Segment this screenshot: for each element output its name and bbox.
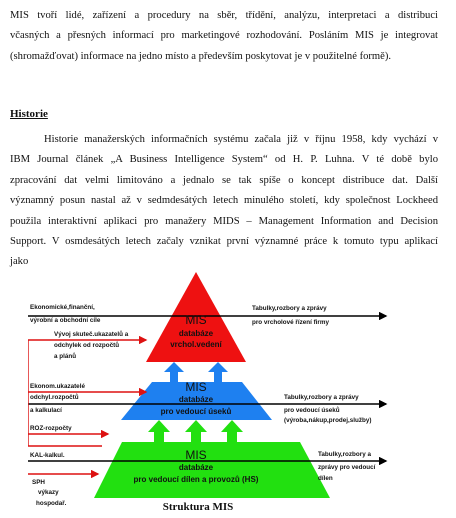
- right-label: dílen: [318, 475, 333, 482]
- section-heading: Historie: [10, 108, 48, 120]
- text-line: zpracování dat velmi limitováno a jednalo se tak spíše o koncept distribuce dat. Další: [10, 174, 438, 186]
- left-label: a kalkulací: [30, 407, 62, 414]
- left-label: ROZ-rozpočty: [30, 425, 72, 432]
- diagram-caption: Struktura MIS: [162, 501, 234, 513]
- bottom-level-line2: pro vedoucí dílen a provozů (HS): [133, 475, 259, 484]
- right-label: Tabulky,rozbory a: [318, 451, 371, 458]
- right-label: zprávy pro vedoucí: [318, 464, 376, 471]
- left-label: odchylek od rozpočtů: [54, 342, 120, 349]
- up-arrows-bottom: [148, 420, 243, 442]
- left-label: hospodař.: [36, 500, 67, 507]
- text-line: (shromažďovat) informace na jedno místo a především poskytovat je v použitelné formě).: [10, 50, 392, 62]
- right-label: pro vrcholové řízení firmy: [252, 319, 329, 326]
- left-label: SPH: [32, 479, 45, 486]
- left-label: Vývoj skuteč.ukazatelů a: [54, 331, 129, 338]
- left-label: odchyl.rozpočtů: [30, 394, 79, 401]
- left-label: Ekonom.ukazatelé: [30, 383, 85, 390]
- right-label: (výroba,nákup,prodej,služby): [284, 417, 372, 424]
- mis-structure-diagram: [28, 264, 400, 516]
- right-label: Tabulky,rozbory a zprávy: [252, 305, 327, 312]
- intro-paragraph: [10, 6, 438, 67]
- text-line: IBM Journal článek „A Business Intelligence System“ od H. P. Luhna. V té době bylo: [10, 154, 438, 166]
- middle-level-line1: databáze: [178, 395, 214, 404]
- text-line: včasných a přesných informací pro marketingové rozhodování. Posláním MIS je integrovat: [10, 30, 438, 42]
- top-level-title: MIS: [185, 313, 207, 327]
- text-line: významný posun nastal až v sedmdesátých letech minulého století, kdy společnost Lockheed: [10, 195, 438, 207]
- middle-level-title: MIS: [185, 380, 207, 394]
- right-label: pro vedoucí úseků: [284, 407, 340, 414]
- text-line: použila interaktivní aplikaci pro manažery MIDS – Management Information and Decision: [10, 215, 438, 227]
- middle-level-line2: pro vedoucí úseků: [160, 407, 232, 416]
- left-label: Ekonomické,finanční,: [30, 304, 95, 311]
- left-label: výkazy: [38, 489, 59, 496]
- bottom-level-line1: databáze: [178, 463, 214, 472]
- top-level-line1: databáze: [178, 329, 214, 338]
- up-arrows-middle: [164, 362, 228, 382]
- left-label: KAL-kalkul.: [30, 452, 65, 459]
- history-paragraph: [10, 130, 438, 273]
- bottom-level-title: MIS: [185, 448, 207, 462]
- text-line: MIS tvoří lidé, zařízení a procedury na sběr, třídění, analýzu, interpretaci a distribuci: [10, 10, 438, 21]
- left-label: a plánů: [54, 353, 77, 360]
- left-label: výrobní a obchodní cíle: [30, 317, 101, 324]
- text-line: Support. V osmdesátých letech začaly vznikat první významné práce k tomuto typu aplikací: [10, 236, 438, 248]
- top-level-line2: vrchol.vedení: [170, 340, 222, 349]
- text-line: Historie manažerských informačních systému začala již v říjnu 1958, kdy vychází v: [44, 134, 438, 145]
- right-label: Tabulky,rozbory a zprávy: [284, 394, 359, 401]
- text-line: jako: [10, 256, 29, 268]
